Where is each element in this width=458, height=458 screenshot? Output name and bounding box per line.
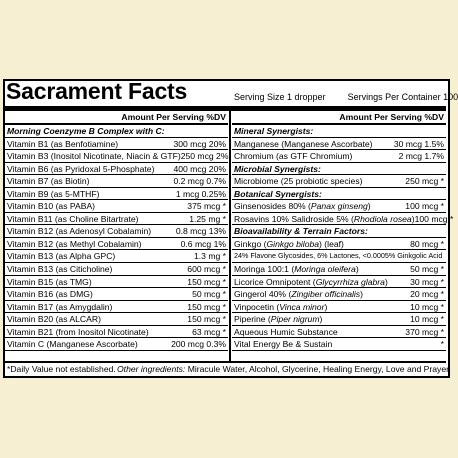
nutrient-amount: 1.3 mg * xyxy=(193,251,226,262)
nutrient-amount: 370 mcg * xyxy=(405,326,444,337)
nutrient-amount: 150 mcg * xyxy=(187,301,226,312)
nutrient-row xyxy=(232,150,446,163)
servings-per-container: Servings Per Container 100 xyxy=(347,92,458,102)
nutrient-name: Vitamin B13 (as Alpha GPC) xyxy=(7,251,116,262)
nutrient-amount: 200 mcg 0.3% xyxy=(171,339,226,350)
nutrient-row xyxy=(5,200,228,213)
nutrient-name: Licorice Omnipotent (Glycyrrhiza glabra) xyxy=(234,276,388,287)
nutrient-name: Vitamin B12 (as Methyl Cobalamin) xyxy=(7,238,142,249)
nutrient-row xyxy=(5,263,228,276)
nutrient-name: Vitamin C (Manganese Ascorbate) xyxy=(7,339,138,350)
nutrient-row xyxy=(232,213,454,226)
nutrient-name: Ginsenosides 80% (Panax ginseng) xyxy=(234,201,371,212)
left-rows xyxy=(5,125,228,351)
nutrient-amount: 150 mcg * xyxy=(187,314,226,325)
nutrient-amount: 10 mcg * xyxy=(410,301,444,312)
nutrient-row xyxy=(5,138,228,151)
nutrient-row xyxy=(232,263,446,276)
nutrient-row xyxy=(5,163,228,176)
nutrient-row xyxy=(232,338,446,351)
nutrient-amount: 63 mcg * xyxy=(192,326,226,337)
nutrient-name: Vitamin B12 (as Adenosyl Cobalamin) xyxy=(7,226,152,237)
nutrient-row xyxy=(5,213,228,226)
nutrient-name: Botanical Synergists: xyxy=(234,188,322,199)
nutrient-name: 24% Flavone Glycosides, 6% Lactones, <0.0005% Ginkgolic Acid xyxy=(234,251,443,261)
bottom-rule xyxy=(5,361,446,363)
nutrient-row xyxy=(232,200,446,213)
serving-size: Serving Size 1 dropper xyxy=(234,92,326,102)
right-rows xyxy=(232,125,454,351)
nutrient-amount: 0.8 mcg 13% xyxy=(175,226,226,237)
nutrient-amount: 10 mcg * xyxy=(410,314,444,325)
right-column-header: Amount Per Serving %DV xyxy=(339,112,444,122)
section-header xyxy=(232,188,446,201)
nutrient-row xyxy=(5,250,228,263)
nutrient-name: Vitamin B10 (as PABA) xyxy=(7,201,96,212)
nutrient-amount: 600 mcg * xyxy=(187,264,226,275)
nutrient-name: Moringa 100:1 (Moringa oleifera) xyxy=(234,264,359,275)
nutrient-name: Vinpocetin (Vinca minor) xyxy=(234,301,328,312)
nutrient-amount: 30 mcg * xyxy=(410,276,444,287)
nutrient-row xyxy=(232,175,446,188)
nutrient-amount: 2 mcg 1.7% xyxy=(398,151,444,162)
nutrient-name: Vitamin B1 (as Benfotiamine) xyxy=(7,138,119,149)
nutrient-row xyxy=(5,313,228,326)
nutrient-row xyxy=(232,276,446,289)
right-column xyxy=(232,111,454,351)
nutrient-row xyxy=(5,288,228,301)
nutrient-row xyxy=(232,138,446,151)
nutrient-row xyxy=(232,288,446,301)
nutrient-name: Bioavailability & Terrain Factors: xyxy=(234,226,368,237)
nutrient-amount: 375 mcg * xyxy=(187,201,226,212)
nutrient-amount: 1.25 mg * xyxy=(189,213,226,224)
nutrient-row xyxy=(5,276,228,289)
nutrient-amount: 30 mcg 1.5% xyxy=(393,138,444,149)
nutrient-row xyxy=(5,238,228,251)
nutrient-row xyxy=(232,313,446,326)
nutrient-name: Vitamin B21 (from Inositol Nicotinate) xyxy=(7,326,149,337)
nutrient-amount: 150 mcg * xyxy=(187,276,226,287)
nutrient-amount: * xyxy=(440,339,444,350)
nutrient-name: Vitamin B11 (as Choline Bitartrate) xyxy=(7,213,139,224)
serving-info xyxy=(234,92,458,102)
nutrient-amount: 20 mcg * xyxy=(410,289,444,300)
nutrient-row xyxy=(232,250,446,263)
nutrient-name: Microbiome (25 probiotic species) xyxy=(234,176,363,187)
daily-value-footnote: *Daily Value not established. xyxy=(7,364,116,374)
nutrient-amount: 50 mcg * xyxy=(410,264,444,275)
nutrient-name: Mineral Synergists: xyxy=(234,126,314,136)
section-header xyxy=(232,163,446,176)
nutrient-name: Vitamin B16 (as DMG) xyxy=(7,289,93,300)
nutrient-name: Vitamin B17 (as Amygdalin) xyxy=(7,301,113,312)
nutrient-amount: 250 mcg 2% xyxy=(180,151,229,162)
nutrient-name: Vitamin B15 (as TMG) xyxy=(7,276,92,287)
nutrient-row xyxy=(5,301,228,314)
nutrient-amount: 0.2 mcg 0.7% xyxy=(173,176,226,187)
nutrient-amount: 250 mcg * xyxy=(405,176,444,187)
nutrient-row xyxy=(5,188,228,201)
nutrient-name: Ginkgo (Ginkgo biloba) (leaf) xyxy=(234,238,344,249)
other-ingredients-label: Other ingredients: xyxy=(117,364,186,374)
nutrient-name: Vitamin B13 (as Citicholine) xyxy=(7,264,113,275)
nutrient-row xyxy=(5,225,228,238)
nutrient-name: Morning Coenzyme B Complex with C: xyxy=(7,126,165,136)
nutrient-row xyxy=(232,301,446,314)
section-header xyxy=(232,225,446,238)
nutrient-amount: 50 mcg * xyxy=(192,289,226,300)
nutrient-row xyxy=(232,238,446,251)
nutrient-name: Manganese (Manganese Ascorbate) xyxy=(234,138,373,149)
nutrient-amount: 100 mcg * xyxy=(405,201,444,212)
section-header xyxy=(5,125,228,138)
nutrient-amount: 300 mcg 20% xyxy=(173,138,226,149)
left-column xyxy=(5,111,228,351)
nutrient-name: Vitamin B7 (as Biotin) xyxy=(7,176,90,187)
section-header xyxy=(232,125,446,138)
other-ingredients xyxy=(117,364,451,374)
nutrient-name: Vitamin B9 (as 5-MTHF) xyxy=(7,188,100,199)
nutrient-name: Rosavins 10% Salidroside 5% (Rhodiola rosea) xyxy=(234,213,415,224)
nutrient-name: Vitamin B3 (Inositol Nicotinate, Niacin & GTF) xyxy=(7,151,181,162)
nutrient-amount: 0.6 mcg 1% xyxy=(180,238,226,249)
column-divider xyxy=(229,111,231,361)
nutrient-name: Microbial Synergists: xyxy=(234,163,321,174)
nutrient-name: Piperine (Piper nigrum) xyxy=(234,314,323,325)
nutrient-name: Aqueous Humic Substance xyxy=(234,326,338,337)
nutrient-amount: 100 mcg * xyxy=(414,213,454,224)
nutrient-row xyxy=(232,326,446,339)
nutrient-amount: 400 mcg 20% xyxy=(173,163,226,174)
nutrient-row xyxy=(5,326,228,339)
nutrient-name: Vitamin B20 (as ALCAR) xyxy=(7,314,101,325)
nutrient-row xyxy=(5,150,228,163)
nutrient-name: Gingerol 40% (Zingiber officinalis) xyxy=(234,289,363,300)
other-ingredients-text: Miracule Water, Alcohol, Glycerine, Healing Energy, Love and Prayer. xyxy=(187,364,451,374)
nutrient-name: Vital Energy Be & Sustain xyxy=(234,339,333,350)
facts-title: Sacrament Facts xyxy=(6,78,188,104)
left-column-header: Amount Per Serving %DV xyxy=(121,112,226,122)
nutrient-row xyxy=(5,175,228,188)
nutrient-name: Vitamin B6 (as Pyridoxal 5-Phosphate) xyxy=(7,163,155,174)
nutrient-name: Chromium (as GTF Chromium) xyxy=(234,151,353,162)
nutrient-amount: 80 mcg * xyxy=(410,238,444,249)
nutrient-amount: 1 mcg 0.25% xyxy=(175,188,226,199)
nutrient-row xyxy=(5,338,228,351)
